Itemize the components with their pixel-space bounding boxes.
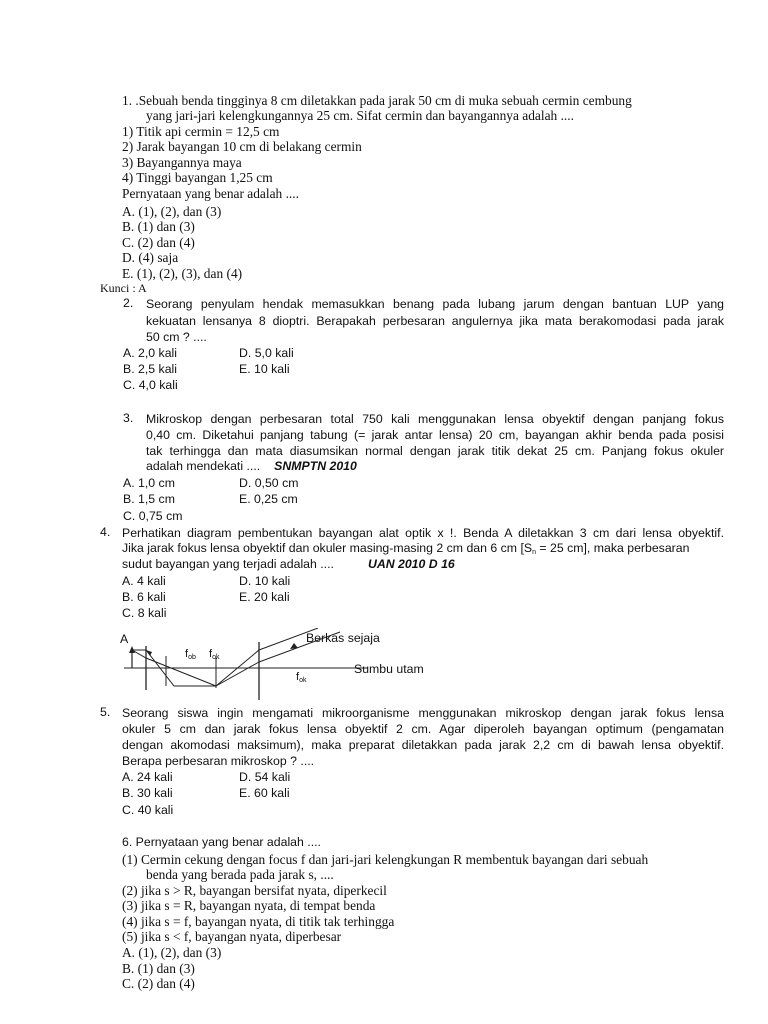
q2-option-e: E. 10 kali bbox=[239, 362, 290, 376]
q6-statement-5: (5) jika s < f, bayangan nyata, diperbesar bbox=[122, 929, 342, 944]
q3-stem-line-2: 0,40 cm. Diketahui panjang tabung (= jarak antar lensa) 20 cm, bayangan akhir benda pada posisi bbox=[146, 428, 724, 442]
label-f-ob bbox=[185, 647, 196, 665]
q3-option-e: E. 0,25 cm bbox=[239, 492, 298, 506]
q3-option-c: C. 0,75 cm bbox=[123, 509, 183, 523]
q3-stem-line-4-text: adalah mendekati .... bbox=[146, 459, 261, 473]
q3-stem-line-4 bbox=[146, 459, 357, 474]
q2-stem-line-1: Seorang penyulam hendak memasukkan benang pada lubang jarum dengan bantuan LUP yang bbox=[146, 297, 724, 311]
q3-option-b: B. 1,5 cm bbox=[123, 492, 175, 506]
optics-diagram bbox=[118, 628, 448, 708]
label-f-ok-2-sub: ok bbox=[299, 677, 307, 684]
q4-sn-subscript: n bbox=[532, 549, 536, 556]
q6-statement-3: (3) jika s = R, bayangan nyata, di tempat benda bbox=[122, 898, 376, 913]
label-f-ob-sub: ob bbox=[188, 654, 196, 661]
q4-stem-line-1: Perhatikan diagram pembentukan bayangan alat optik x !. Benda A diletakkan 3 cm dari lensa obyektif. bbox=[122, 526, 724, 540]
q5-option-c: C. 40 kali bbox=[122, 803, 174, 817]
q1-statement-2: 2) Jarak bayangan 10 cm di belakang cermin bbox=[122, 139, 362, 154]
q4-stem-line-2-text: Jika jarak fokus lensa obyektif dan okuler masing-masing 2 cm dan 6 cm [S bbox=[122, 541, 533, 555]
label-f-ok-sub: ok bbox=[212, 654, 220, 661]
q4-source: UAN 2010 D 16 bbox=[367, 557, 455, 571]
q2-option-a: A. 2,0 kali bbox=[123, 346, 177, 360]
q1-stem-line-1: 1. .Sebuah benda tingginya 8 cm diletakkan pada jarak 50 cm di muka sebuah cermin cembung bbox=[122, 93, 632, 108]
q5-stem-line-4: Berapa perbesaran mikroskop ? .... bbox=[122, 754, 315, 768]
q2-option-d: D. 5,0 kali bbox=[239, 346, 294, 360]
q4-stem-line-3 bbox=[122, 557, 455, 572]
label-f-ob-f: f bbox=[185, 648, 189, 660]
label-principal-axis: Sumbu utam bbox=[354, 662, 424, 676]
label-f-ok-2-f: f bbox=[296, 671, 300, 683]
q1-option-d: D. (4) saja bbox=[122, 250, 179, 265]
q3-number: 3. bbox=[123, 411, 134, 425]
q5-option-a: A. 24 kali bbox=[122, 770, 173, 784]
q2-stem-line-2: kekuatan lensanya 8 dioptri. Berapakah perbesaran angulernya jika mata berakomodasi pada jarak bbox=[146, 314, 724, 328]
q1-statement-3: 3) Bayangannya maya bbox=[122, 155, 242, 170]
q3-option-d: D. 0,50 cm bbox=[239, 476, 299, 490]
q4-option-e: E. 20 kali bbox=[239, 590, 290, 604]
q1-option-c: C. (2) dan (4) bbox=[122, 235, 195, 250]
q6-option-c: C. (2) dan (4) bbox=[122, 976, 195, 991]
q1-answer-key: Kunci : A bbox=[100, 281, 147, 295]
q4-stem-line-2-tail: = 25 cm], maka perbesaran bbox=[536, 541, 690, 555]
q5-stem-line-2: okuler 5 cm dan jarak fokus lensa obyektif 2 cm. Agar diperoleh bayangan optimum (pengamatan bbox=[122, 722, 724, 736]
q4-option-a: A. 4 kali bbox=[122, 574, 166, 588]
q4-option-c: C. 8 kali bbox=[122, 606, 167, 620]
q1-statement-1: 1) Titik api cermin = 12,5 cm bbox=[122, 124, 280, 139]
q6-statement-4: (4) jika s = f, bayangan nyata, di titik tak terhingga bbox=[122, 914, 395, 929]
label-object-a: A bbox=[120, 632, 129, 646]
q1-option-b: B. (1) dan (3) bbox=[122, 219, 195, 234]
q6-statement-2: (2) jika s > R, bayangan bersifat nyata, diperkecil bbox=[122, 883, 387, 898]
q5-stem-line-1: Seorang siswa ingin mengamati mikroorganisme menggunakan mikroskop dengan jarak fokus lensa bbox=[122, 706, 724, 720]
q4-number: 4. bbox=[100, 525, 111, 539]
q4-option-b: B. 6 kali bbox=[122, 590, 166, 604]
q3-option-a: A. 1,0 cm bbox=[123, 476, 175, 490]
q5-stem-line-3: dengan akomodasi maksimum), maka preparat diletakkan pada jarak 2,2 cm di bawah lensa obyektif. bbox=[122, 738, 724, 752]
label-f-ok bbox=[209, 647, 219, 665]
q5-option-e: E. 60 kali bbox=[239, 786, 290, 800]
q6-statement-1: (1) Cermin cekung dengan focus f dan jari-jari kelengkungan R membentuk bayangan dari sebuah bbox=[122, 852, 649, 867]
q3-source: SNMPTN 2010 bbox=[274, 459, 357, 473]
emergent-arrowhead bbox=[290, 643, 298, 649]
q1-stem-line-2: yang jari-jari kelengkungannya 25 cm. Sifat cermin dan bayangannya adalah .... bbox=[146, 108, 574, 123]
q4-stem-line-3-text: sudut bayangan yang terjadi adalah .... bbox=[122, 557, 334, 571]
q6-title: 6. Pernyataan yang benar adalah .... bbox=[122, 835, 321, 849]
q1-statement-4: 4) Tinggi bayangan 1,25 cm bbox=[122, 170, 273, 185]
q2-number: 2. bbox=[123, 296, 134, 310]
q1-option-a: A. (1), (2), dan (3) bbox=[122, 204, 222, 219]
ray-arrowhead bbox=[146, 650, 152, 656]
label-f-ok-2 bbox=[296, 670, 306, 688]
q1-option-e: E. (1), (2), (3), dan (4) bbox=[122, 266, 243, 281]
q2-option-b: B. 2,5 kali bbox=[123, 362, 177, 376]
q6-option-b: B. (1) dan (3) bbox=[122, 961, 195, 976]
q6-option-a: A. (1), (2), dan (3) bbox=[122, 945, 222, 960]
q1-prompt: Pernyataan yang benar adalah .... bbox=[122, 186, 299, 201]
label-parallel-rays: Berkas sejaja bbox=[306, 631, 380, 645]
q3-stem-line-1: Mikroskop dengan perbesaran total 750 kali menggunakan lensa obyektif dengan panjang fokus bbox=[146, 412, 724, 426]
ray-3 bbox=[216, 662, 259, 686]
q2-option-c: C. 4,0 kali bbox=[123, 378, 178, 392]
q3-stem-line-3: tak terhingga dan mata diasumsikan normal dengan jarak titik dekat 25 cm. Panjang fokus okuler bbox=[146, 444, 724, 458]
q5-number: 5. bbox=[100, 705, 111, 719]
q2-stem-line-3: 50 cm ? .... bbox=[146, 330, 207, 344]
label-f-ok-f: f bbox=[209, 648, 213, 660]
q6-statement-1-cont: benda yang berada pada jarak s, .... bbox=[146, 867, 334, 882]
q4-option-d: D. 10 kali bbox=[239, 574, 291, 588]
q5-option-b: B. 30 kali bbox=[122, 786, 173, 800]
q5-option-d: D. 54 kali bbox=[239, 770, 291, 784]
